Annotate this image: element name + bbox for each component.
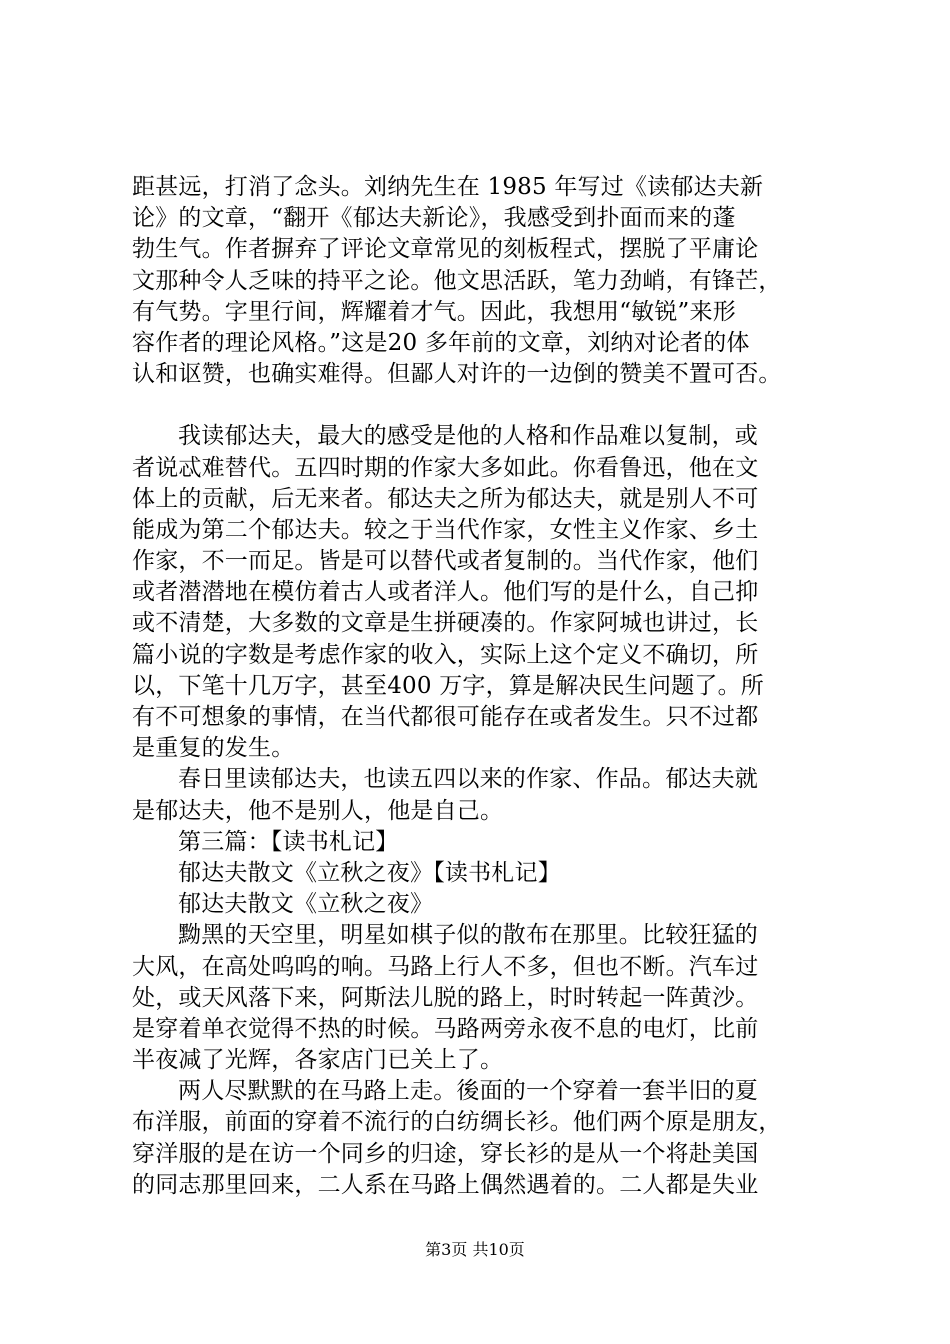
- text-line: 黝黑的天空里，明星如棋子似的散布在那里。比较狂猛的: [178, 922, 758, 949]
- paragraph: [132, 889, 832, 920]
- text-line: 郁达夫散文《立秋之夜》【读书札记】: [178, 859, 561, 886]
- text-line: 体上的贡献，后无来者。郁达夫之所为郁达夫，就是别人不可: [132, 485, 759, 512]
- text-line: 者说忒难替代。五四时期的作家大多如此。你看鲁迅，他在文: [132, 454, 759, 481]
- paragraph: [132, 421, 832, 764]
- paragraph: [132, 858, 832, 889]
- text-line: 处，或天风落下来，阿斯法儿脱的路上，时时转起一阵黄沙。: [132, 984, 759, 1011]
- text-line: 是郁达夫，他不是别人，他是自己。: [132, 797, 504, 824]
- paragraph: [132, 1076, 832, 1201]
- text-line: 有气势。字里行间，辉耀着才气。因此，我想用“敏锐”来形: [132, 298, 736, 325]
- text-line: 或者潜潜地在模仿着古人或者洋人。他们写的是什么，自己抑: [132, 579, 759, 606]
- paragraph: [132, 920, 832, 1076]
- text-line: 我读郁达夫，最大的感受是他的人格和作品难以复制，或: [178, 423, 758, 450]
- text-line: 第三篇：【读书札记】: [178, 828, 399, 855]
- text-line: 郁达夫散文《立秋之夜》: [178, 891, 434, 918]
- text-line: 距甚远，打消了念头。刘纳先生在 1985 年写过《读郁达夫新: [132, 174, 764, 200]
- page-footer: 第3页 共10页: [425, 1240, 525, 1259]
- text-line: 勃生气。作者摒弃了评论文章常见的刻板程式，摆脱了平庸论: [132, 236, 759, 263]
- text-line: 春日里读郁达夫，也读五四以来的作家、作品。郁达夫就: [178, 766, 758, 793]
- text-line: 两人尽默默的在马路上走。後面的一个穿着一套半旧的夏: [178, 1078, 758, 1105]
- text-line: 篇小说的字数是考虑作家的收入，实际上这个定义不确切，所: [132, 641, 759, 668]
- text-line: 的同志那里回来，二人系在马路上偶然遇着的。二人都是失业: [132, 1171, 759, 1198]
- text-line: 论》的文章，“翻开《郁达夫新论》，我感受到扑面而来的蓬: [132, 205, 736, 232]
- text-line: 以，下笔十几万字，甚至400 万字，算是解决民生问题了。所: [132, 672, 765, 699]
- paragraph: [132, 827, 832, 858]
- paragraph: [132, 764, 832, 826]
- paragraph-gap: [132, 390, 832, 421]
- text-line: 或不清楚，大多数的文章是生拼硬凑的。作家阿城也讲过，长: [132, 610, 759, 637]
- paragraph: [132, 172, 832, 390]
- text-line: 穿洋服的是在访一个同乡的归途，穿长衫的是从一个将赴美国: [132, 1140, 759, 1167]
- text-line: 能成为第二个郁达夫。较之于当代作家，女性主义作家、乡土: [132, 516, 759, 543]
- text-line: 半夜减了光辉，各家店门已关上了。: [132, 1047, 504, 1074]
- text-line: 是穿着单衣觉得不热的时候。马路两旁永夜不息的电灯，比前: [132, 1015, 759, 1042]
- text-line: 是重复的发生。: [132, 735, 295, 762]
- text-line: 大风，在高处呜呜的响。马路上行人不多，但也不断。汽车过: [132, 953, 759, 980]
- text-line: 有不可想象的事情，在当代都很可能存在或者发生。只不过都: [132, 704, 759, 730]
- text-line: 认和讴赞，也确实难得。但鄙人对许的一边倒的赞美不置可否。: [132, 361, 782, 388]
- document-body: [132, 172, 832, 1201]
- text-line: 容作者的理论风格。”这是20 多年前的文章，刘纳对论者的体: [132, 329, 750, 356]
- text-line: 文那种令人乏味的持平之论。他文思活跃，笔力劲峭，有锋芒，: [132, 267, 782, 294]
- text-line: 布洋服，前面的穿着不流行的白纺绸长衫。他们两个原是朋友，: [132, 1109, 782, 1136]
- text-line: 作家，不一而足。皆是可以替代或者复制的。当代作家，他们: [132, 548, 759, 575]
